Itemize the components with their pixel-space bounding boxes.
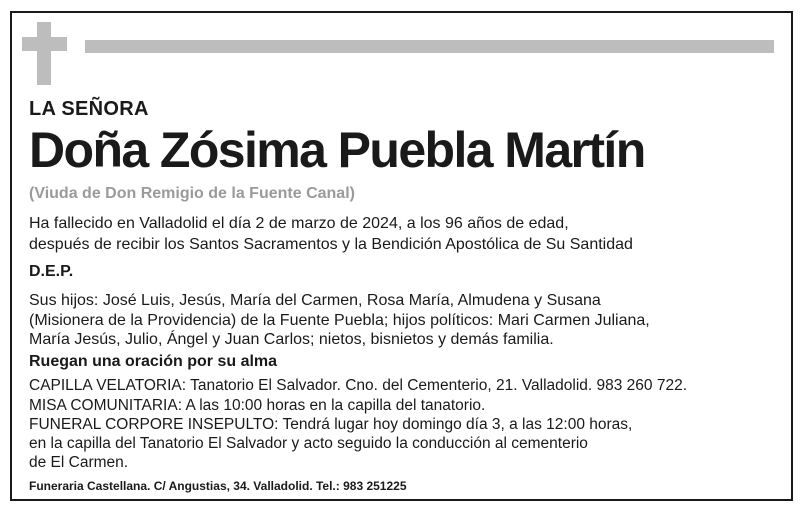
dep-label: D.E.P. [29,263,74,280]
family-line: María Jesús, Julio, Ángel y Juan Carlos; nietos, bisnietos y demás familia. [29,331,554,348]
family-line: (Misionera de la Providencia) de la Fuente Puebla; hijos políticos: Mari Carmen Juliana, [29,312,650,329]
service-line: en la capilla del Tanatorio El Salvador y acto seguido la conducción al cementerio [29,435,588,452]
service-line: de El Carmen. [29,454,129,471]
service-line: FUNERAL CORPORE INSEPULTO: Tendrá lugar hoy domingo día 3, a las 12:00 horas, [29,416,633,433]
honorific: LA SEÑORA [29,98,149,120]
cross-icon-horizontal [22,37,67,51]
widow-note: (Viuda de Don Remigio de la Fuente Canal) [29,185,355,202]
service-line: CAPILLA VELATORIA: Tanatorio El Salvador. Cno. del Cementerio, 21. Valladolid. 983 260 722. [29,377,688,394]
header-rule [85,40,774,53]
deceased-name: Doña Zósima Puebla Martín [29,122,645,178]
funeral-home-footer: Funeraria Castellana. C/ Angustias, 34. Valladolid. Tel.: 983 251225 [29,479,407,493]
family-line: Sus hijos: José Luis, Jesús, María del Carmen, Rosa María, Almudena y Susana [29,292,601,309]
service-line: MISA COMUNITARIA: A las 10:00 horas en la capilla del tanatorio. [29,397,486,414]
death-notice-line: Ha fallecido en Valladolid el día 2 de marzo de 2024, a los 96 años de edad, [29,215,569,232]
prayer-request: Ruegan una oración por su alma [29,353,278,370]
cross-icon-vertical [37,22,51,85]
death-notice-line: después de recibir los Santos Sacramentos y la Bendición Apostólica de Su Santidad [29,236,633,253]
